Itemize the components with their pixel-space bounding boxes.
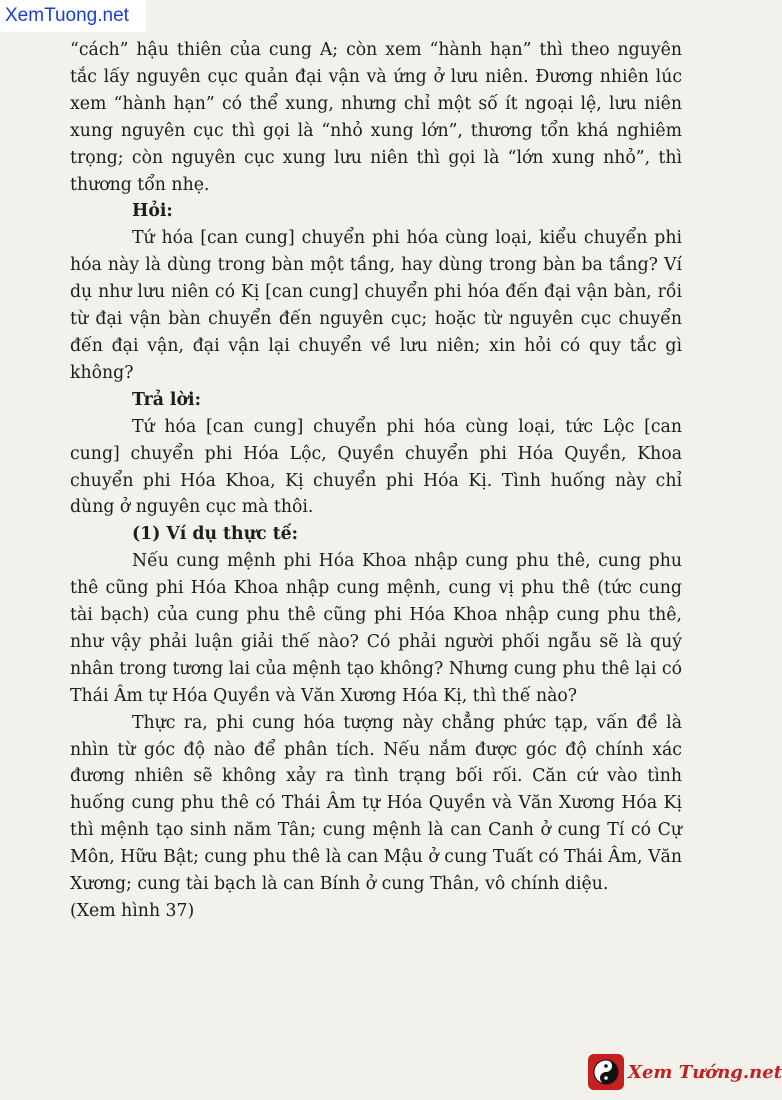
site-logo — [588, 1048, 782, 1096]
yin-yang-icon — [593, 1059, 619, 1085]
paragraph-question: Tứ hóa [can cung] chuyển phi hóa cùng loại, kiểu chuyển phi hóa này là dùng trong bàn một tầng, hay dùng trong bàn ba tầng? Ví dụ như lưu niên có Kị [can cung] chuyển phi hóa đến đại vận bàn, rồi từ đại vận bàn chuyển đến nguyên cục; hoặc từ nguyên cục chuyển đến đại vận, đại vận lại chuyển về lưu niên; xin hỏi có quy tắc gì không? — [70, 228, 682, 383]
heading-answer: Trả lời: — [132, 389, 201, 410]
paragraph-answer: Tứ hóa [can cung] chuyển phi hóa cùng loại, tức Lộc [can cung] chuyển phi Hóa Lộc, Quyền chuyển phi Hóa Quyền, Khoa chuyển phi Hóa Khoa, Kị chuyển phi Hóa Kị. Tình huống này chỉ dùng ở nguyên cục mà thôi. — [70, 416, 682, 518]
logo-text: Xem Tướng.net — [628, 1061, 782, 1083]
figure-reference: (Xem hình 37) — [70, 901, 195, 921]
watermark-site-name: XemTuong.net — [0, 0, 146, 32]
heading-example: (1) Ví dụ thực tế: — [132, 524, 299, 545]
book-page-body — [70, 37, 682, 925]
paragraph-analysis: Thực ra, phi cung hóa tượng này chẳng phức tạp, vấn đề là nhìn từ góc độ nào để phân tích. Nếu nắm được góc độ chính xác đương nhiên sẽ không xảy ra tình trạng bối rối. Căn cứ vào tình huống cung phu thê có Thái Âm tự Hóa Quyền và Văn Xương Hóa Kị thì mệnh tạo sinh năm Tân; cung mệnh là can Canh ở cung Tí có Cự Môn, Hữu Bật; cung phu thê là can Mậu ở cung Tuất có Thái Âm, Văn Xương; cung tài bạch là can Bính ở cung Thân, vô chính diệu. — [70, 712, 682, 895]
logo-badge — [588, 1054, 624, 1090]
paragraph-example: Nếu cung mệnh phi Hóa Khoa nhập cung phu thê, cung phu thê cũng phi Hóa Khoa nhập cung mệnh, cung vị phu thê (tức cung tài bạch) của cung phu thê cũng phi Hóa Khoa nhập cung phu thê, như vậy phải luận giải thế nào? Có phải người phối ngẫu sẽ là quý nhân trong tương lai của mệnh tạo không? Nhưng cung phu thê lại có Thái Âm tự Hóa Quyền và Văn Xương Hóa Kị, thì thế nào? — [70, 551, 682, 706]
paragraph-intro: “cách” hậu thiên của cung A; còn xem “hành hạn” thì theo nguyên tắc lấy nguyên cục quản đại vận và ứng ở lưu niên. Đương nhiên lúc xem “hành hạn” có thể xung, nhưng chỉ một số ít ngoại lệ, lưu niên xung nguyên cục thì gọi là “nhỏ xung lớn”, thương tổn khá nghiêm trọng; còn nguyên cục xung lưu niên thì gọi là “lớn xung nhỏ”, thì thương tổn nhẹ. — [70, 40, 682, 195]
heading-question: Hỏi: — [132, 201, 173, 222]
